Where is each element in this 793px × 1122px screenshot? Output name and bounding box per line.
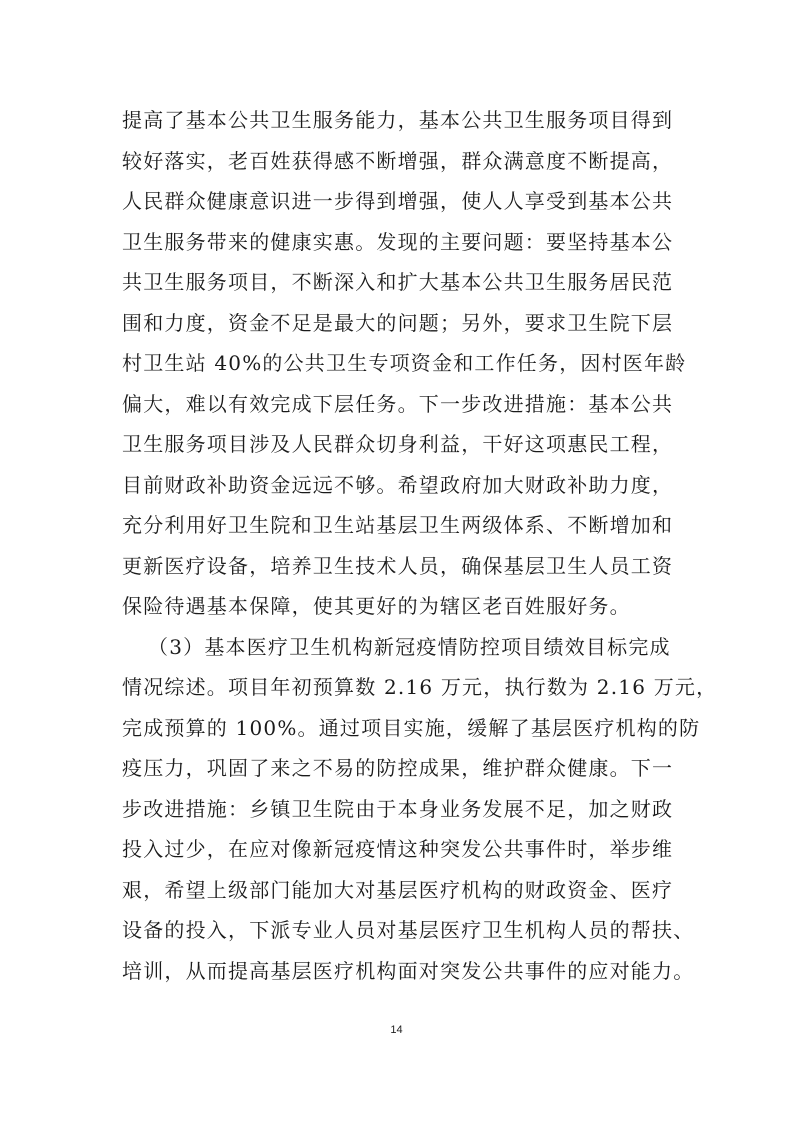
paragraph-1-line-3: 人民群众健康意识进一步得到增强，使人人享受到基本公共: [122, 189, 674, 213]
paragraph-2-line-6: 投入过少，在应对像新冠疫情这种突发公共事件时，举步维: [122, 837, 674, 861]
paragraph-1-line-8: 偏大，难以有效完成下层任务。下一步改进措施：基本公共: [122, 391, 674, 416]
paragraph-1-line-12: 更新医疗设备，培养卫生技术人员，确保基层卫生人员工资: [122, 553, 674, 578]
paragraph-1-line-10: 目前财政补助资金远远不够。希望政府加大财政补助力度，: [122, 472, 674, 497]
paragraph-2-line-7: 艰，希望上级部门能加大对基层医疗机构的财政资金、医疗: [122, 877, 674, 902]
paragraph-2-line-4: 疫压力，巩固了来之不易的防控成果，维护群众健康。下一: [122, 756, 674, 780]
body-text: [122, 100, 718, 991]
paragraph-1-line-6: 围和力度，资金不足是最大的问题；另外，要求卫生院下层: [122, 310, 674, 335]
paragraph-1-line-7: 村卫生站 40%的公共卫生专项资金和工作任务，因村医年龄: [122, 351, 687, 375]
paragraph-1-line-13: 保险待遇基本保障，使其更好的为辖区老百姓服好务。: [122, 594, 631, 618]
page-number: 14: [390, 1024, 403, 1036]
paragraph-2-line-3: 完成预算的 100%。通过项目实施，缓解了基层医疗机构的防: [122, 715, 701, 740]
paragraph-2-line-8: 设备的投入，下派专业人员对基层医疗卫生机构人员的帮扶、: [122, 918, 695, 942]
paragraph-2-line-9: 培训，从而提高基层医疗机构面对突发公共事件的应对能力。: [122, 958, 695, 983]
paragraph-1-line-4: 卫生服务带来的健康实惠。发现的主要问题：要坚持基本公: [122, 229, 674, 254]
paragraph-2-line-2: 情况综述。项目年初预算数 2.16 万元，执行数为 2.16 万元，: [122, 675, 718, 699]
paragraph-1-line-5: 共卫生服务项目，不断深入和扩大基本公共卫生服务居民范: [122, 270, 674, 294]
paragraph-2-line-5: 步改进措施：乡镇卫生院由于本身业务发展不足，加之财政: [122, 796, 674, 821]
paragraph-1-line-2: 较好落实，老百姓获得感不断增强，群众满意度不断提高，: [122, 148, 674, 173]
paragraph-1-line-1: 提高了基本公共卫生服务能力，基本公共卫生服务项目得到: [122, 108, 674, 132]
paragraph-1-line-11: 充分利用好卫生院和卫生站基层卫生两级体系、不断增加和: [122, 513, 674, 537]
paragraph-2-line-1: （3）基本医疗卫生机构新冠疫情防控项目绩效目标完成: [148, 634, 671, 659]
paragraph-1-line-9: 卫生服务项目涉及人民群众切身利益，干好这项惠民工程，: [122, 432, 674, 456]
